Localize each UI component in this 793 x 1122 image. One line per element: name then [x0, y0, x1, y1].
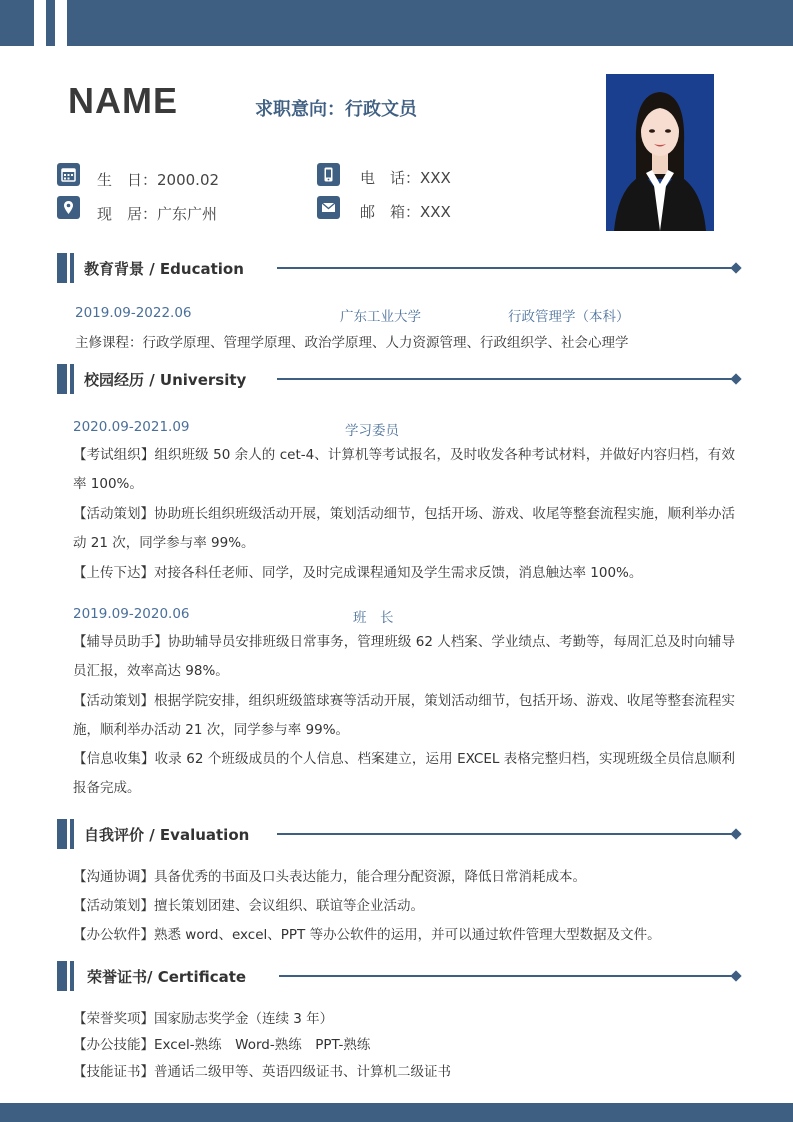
- section-title: 荣誉证书/ Certificate: [87, 968, 247, 986]
- experience-item: 【活动策划】根据学院安排，组织班级篮球赛等活动开展，策划活动细节，包括开场、游戏、收尾等整套流程实施，顺利举办活动 21 次，同学参与率 99%。: [73, 693, 735, 738]
- evaluation-item: 【沟通协调】具备优秀的书面及口头表达能力，能合理分配资源，降低日常消耗成本。: [73, 869, 586, 885]
- experience-item: 【上传下达】对接各科任老师、同学，及时完成课程通知及学生需求反馈，消息触达率 100%。: [73, 565, 643, 581]
- phone-icon: [317, 163, 340, 186]
- header-bar-stripe: [46, 0, 55, 46]
- section-university-header: [57, 364, 741, 394]
- experience-item: 【活动策划】协助班长组织班级活动开展，策划活动细节，包括开场、游戏、收尾等整套流程实施，顺利举办活动 21 次，同学参与率 99%。: [73, 506, 735, 551]
- phone: 电 话：XXX: [360, 169, 451, 187]
- experience-item: 【辅导员助手】协助辅导员安排班级日常事务，管理班级 62 人档案、学业绩点、考勤等，每周汇总及时向辅导员汇报，效率高达 98%。: [73, 634, 735, 679]
- section-education-header: [57, 253, 741, 283]
- certificate-item: 【荣誉奖项】国家励志奖学金（连续 3 年）: [73, 1011, 334, 1027]
- section-title: 自我评价 / Evaluation: [84, 826, 250, 844]
- section-evaluation-header: [57, 819, 741, 849]
- experience-item: 【考试组织】组织班级 50 余人的 cet-4、计算机等考试报名，及时收发各种考试材料，并做好内容归档，有效率 100%。: [73, 447, 735, 492]
- experience-period: 2020.09-2021.09: [73, 419, 190, 435]
- certificate-item: 【办公技能】Excel-熟练 Word-熟练 PPT-熟练: [73, 1037, 371, 1053]
- education-period: 2019.09-2022.06: [75, 305, 192, 321]
- email: 邮 箱：XXX: [360, 203, 451, 221]
- calendar-icon: [57, 163, 80, 186]
- section-certificate-header: [57, 961, 741, 991]
- experience-role: 学习委员: [345, 423, 399, 439]
- footer-bar: [0, 1103, 793, 1122]
- header-bar-main: [67, 0, 793, 46]
- experience-item: 【信息收集】收录 62 个班级成员的个人信息、档案建立，运用 EXCEL 表格完整归档，实现班级全员信息顺利报备完成。: [73, 751, 735, 796]
- mail-icon: [317, 196, 340, 219]
- education-major: 行政管理学（本科）: [508, 309, 630, 325]
- education-school: 广东工业大学: [340, 309, 421, 325]
- experience-role: 班 长: [353, 610, 394, 626]
- header-bar-left: [0, 0, 34, 46]
- address: 现 居：广东广州: [97, 205, 218, 223]
- experience-period: 2019.09-2020.06: [73, 606, 190, 622]
- evaluation-item: 【办公软件】熟悉 word、excel、PPT 等办公软件的运用，并可以通过软件管理大型数据及文件。: [73, 927, 661, 943]
- evaluation-item: 【活动策划】擅长策划团建、会议组织、联谊等企业活动。: [73, 898, 424, 914]
- section-title: 校园经历 / University: [84, 371, 247, 389]
- candidate-name: NAME: [68, 80, 178, 121]
- education-courses: 主修课程：行政学原理、管理学原理、政治学原理、人力资源管理、行政组织学、社会心理学: [75, 335, 629, 351]
- section-title: 教育背景 / Education: [84, 260, 244, 278]
- job-intent: 求职意向：行政文员: [255, 99, 417, 120]
- profile-photo: [606, 74, 714, 231]
- location-pin-icon: [57, 196, 80, 219]
- certificate-item: 【技能证书】普通话二级甲等、英语四级证书、计算机二级证书: [73, 1064, 451, 1080]
- birth-date: 生 日：2000.02: [97, 171, 220, 189]
